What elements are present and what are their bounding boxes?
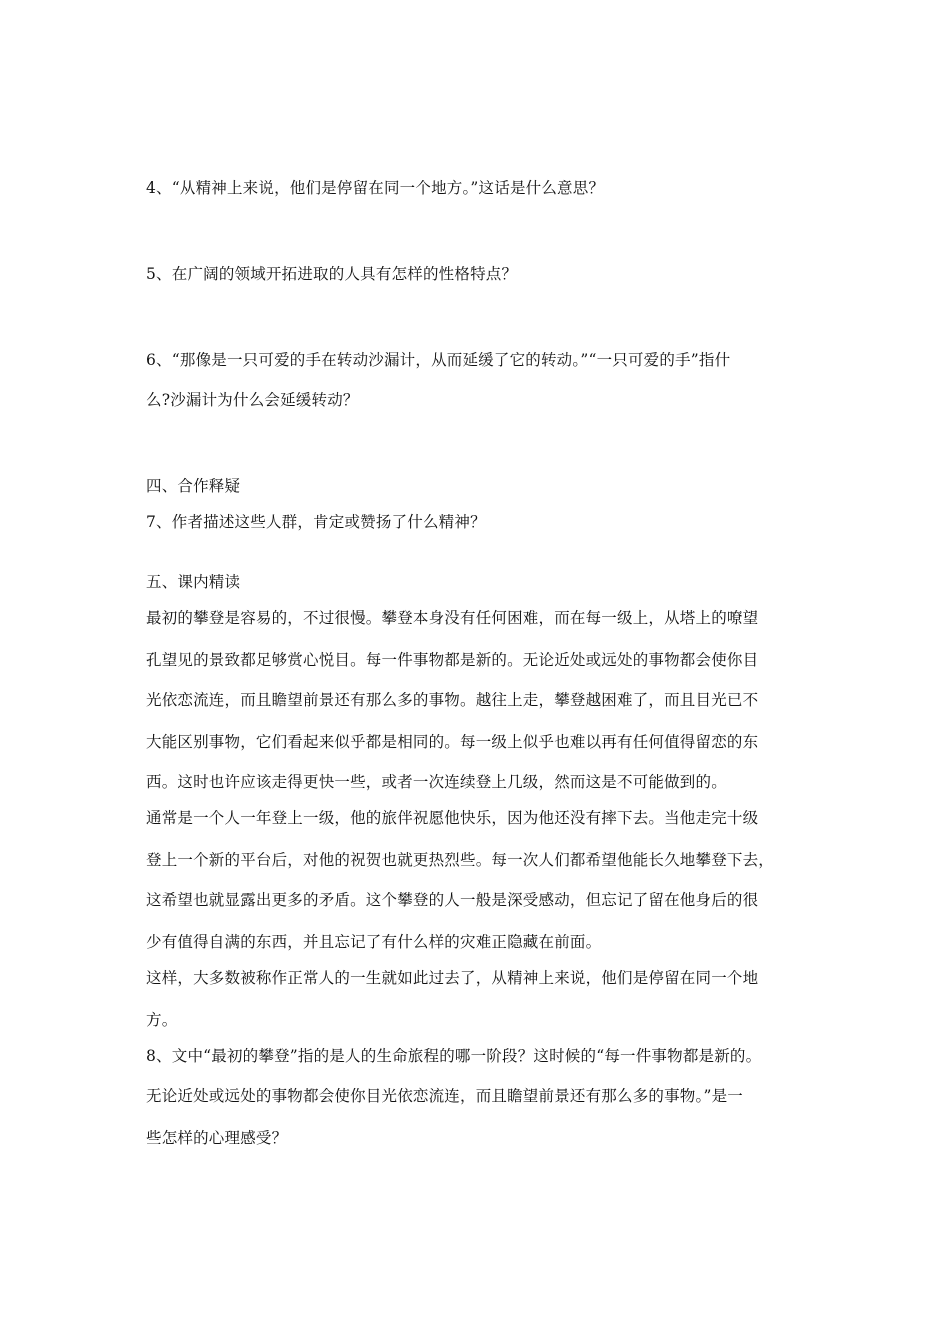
passage-line: 这样，大多数被称作正常人的一生就如此过去了，从精神上来说，他们是停留在同一个地	[146, 969, 759, 987]
passage-line: 最初的攀登是容易的，不过很慢。攀登本身没有任何困难，而在每一级上，从塔上的嘹望	[146, 609, 759, 627]
question-7: 7、作者描述这些人群，肯定或赞扬了什么精神？	[146, 513, 486, 531]
question-4: 4、“从精神上来说，他们是停留在同一个地方。”这话是什么意思？	[146, 179, 605, 197]
question-8-line-2: 无论近处或远处的事物都会使你目光依恋流连，而且瞻望前景还有那么多的事物。”是一	[146, 1087, 743, 1105]
passage-line: 西。这时也许应该走得更快一些，或者一次连续登上几级，然而这是不可能做到的。	[146, 773, 727, 791]
passage-line: 光依恋流连，而且瞻望前景还有那么多的事物。越往上走，攀登越困难了，而且目光已不	[146, 691, 759, 709]
passage-line: 方。	[146, 1011, 178, 1029]
section-5-heading: 五、课内精读	[146, 573, 241, 591]
question-5: 5、在广阔的领域开拓进取的人具有怎样的性格特点？	[146, 265, 518, 283]
passage-line: 这希望也就显露出更多的矛盾。这个攀登的人一般是深受感动，但忘记了留在他身后的很	[146, 891, 759, 909]
passage-line: 通常是一个人一年登上一级，他的旅伴祝愿他快乐，因为他还没有摔下去。当他走完十级	[146, 809, 759, 827]
passage-line: 大能区别事物，它们看起来似乎都是相同的。每一级上似乎也难以再有任何值得留恋的东	[146, 733, 759, 751]
question-6-line-1: 6、“那像是一只可爱的手在转动沙漏计，从而延缓了它的转动。”“一只可爱的手”指什	[146, 351, 731, 369]
question-6-line-2: 么?沙漏计为什么会延缓转动？	[146, 391, 359, 409]
question-8-line-1: 8、文中“最初的攀登”指的是人的生命旅程的哪一阶段？这时候的“每一件事物都是新的。	[146, 1047, 762, 1065]
passage-line: 登上一个新的平台后，对他的祝贺也就更热烈些。每一次人们都希望他能长久地攀登下去，	[146, 851, 775, 869]
passage-line: 少有值得自满的东西，并且忘记了有什么样的灾难正隐藏在前面。	[146, 933, 602, 951]
question-8-line-3: 些怎样的心理感受？	[146, 1129, 288, 1147]
section-4-heading: 四、合作释疑	[146, 477, 241, 495]
passage-line: 孔望见的景致都足够赏心悦目。每一件事物都是新的。无论近处或远处的事物都会使你目	[146, 651, 759, 669]
